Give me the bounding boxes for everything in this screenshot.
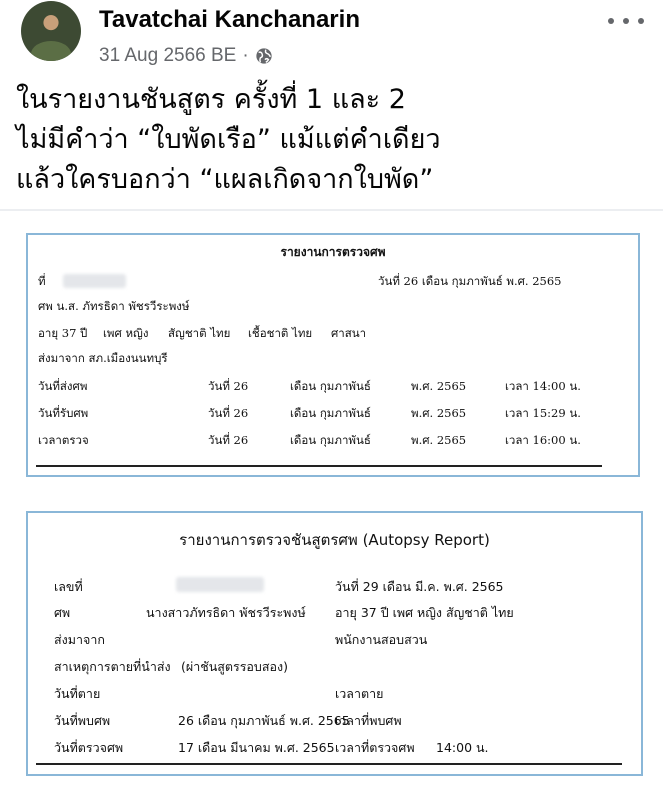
post-text	[16, 80, 656, 200]
doc2-underline	[36, 763, 622, 765]
doc2-found-date-label: วันที่พบศพ	[54, 713, 111, 728]
more-options-button[interactable]	[608, 14, 644, 28]
avatar[interactable]	[21, 1, 81, 61]
author-name[interactable]: Tavatchai Kanchanarin	[99, 6, 360, 33]
doc2-found-time-label: เวลาที่พบศพ	[335, 713, 402, 728]
doc1-date: วันที่ 26 เดือน กุมภาพันธ์ พ.ศ. 2565	[378, 274, 562, 288]
post-text-line: ในรายงานชันสูตร ครั้งที่ 1 และ 2	[16, 84, 406, 115]
doc1-row-year: พ.ศ. 2565	[411, 433, 467, 447]
document-image-1[interactable]	[26, 233, 640, 477]
doc2-date: วันที่ 29 เดือน มี.ค. พ.ศ. 2565	[335, 579, 504, 594]
three-dots-icon-dot	[638, 18, 644, 24]
doc2-body-name: นางสาวภัทรธิดา พัชรวีระพงษ์	[146, 605, 306, 620]
doc2-death-date-label: วันที่ตาย	[54, 686, 101, 701]
three-dots-icon	[608, 18, 614, 24]
doc1-row-time: เวลา 14:00 น.	[505, 379, 581, 393]
doc1-age: อายุ 37 ปี	[38, 326, 88, 340]
doc1-row-year: พ.ศ. 2565	[411, 379, 467, 393]
doc2-exam-time-label: เวลาที่ตรวจศพ	[335, 740, 415, 755]
meta-separator: ·	[242, 45, 249, 66]
doc2-exam-date-label: วันที่ตรวจศพ	[54, 740, 124, 755]
doc1-row-time: เวลา 16:00 น.	[505, 433, 581, 447]
doc1-ref-value	[63, 274, 125, 288]
doc1-row-day: วันที่ 26	[208, 379, 249, 393]
doc1-underline	[36, 465, 602, 467]
doc1-row-month: เดือน กุมภาพันธ์	[290, 433, 371, 447]
doc1-row-day: วันที่ 26	[208, 406, 249, 420]
doc2-investigator-label: พนักงานสอบสวน	[335, 632, 428, 647]
post-date[interactable]: 31 Aug 2566 BE	[99, 45, 237, 66]
doc1-ethnicity: เชื้อชาติ ไทย	[248, 326, 313, 340]
doc1-title: รายงานการตรวจศพ	[280, 245, 386, 259]
doc2-title: รายงานการตรวจชันสูตรศพ (Autopsy Report)	[179, 531, 490, 549]
doc1-ref	[38, 273, 126, 291]
doc2-sent-from-label: ส่งมาจาก	[54, 632, 105, 647]
doc2-found-date-value: 26 เดือน กุมภาพันธ์ พ.ศ. 2565	[178, 713, 350, 728]
doc2-age-line: อายุ 37 ปี เพศ หญิง สัญชาติ ไทย	[335, 605, 514, 620]
document-image-2[interactable]	[26, 511, 643, 776]
post-text-line: ไม่มีคำว่า “ใบพัดเรือ” แม้แต่คำเดียว	[16, 124, 441, 155]
doc2-death-time-label: เวลาตาย	[335, 686, 384, 701]
doc2-number-label: เลขที่	[54, 579, 83, 594]
doc2-cause-value: (ผ่าชันสูตรรอบสอง)	[181, 659, 288, 674]
doc2-exam-time-value: 14:00 น.	[436, 740, 489, 755]
three-dots-icon-dot	[623, 18, 629, 24]
doc2-number-value	[176, 577, 264, 592]
doc1-sex: เพศ หญิง	[103, 326, 149, 340]
doc1-name: ศพ น.ส. ภัทรธิดา พัชรวีระพงษ์	[38, 299, 190, 313]
doc1-nationality: สัญชาติ ไทย	[168, 326, 231, 340]
doc1-row-label: เวลาตรวจ	[38, 433, 89, 447]
globe-icon[interactable]	[255, 47, 273, 65]
doc1-sent-from: ส่งมาจาก สภ.เมืองนนทบุรี	[38, 351, 168, 365]
post-meta	[99, 45, 273, 67]
divider	[0, 209, 663, 211]
doc1-row-month: เดือน กุมภาพันธ์	[290, 379, 371, 393]
doc1-religion: ศาสนา	[331, 326, 367, 340]
doc1-row-label: วันที่รับศพ	[38, 406, 89, 420]
doc1-ref-label: ที่	[38, 274, 46, 288]
doc1-row-year: พ.ศ. 2565	[411, 406, 467, 420]
doc1-row-time: เวลา 15:29 น.	[505, 406, 581, 420]
doc1-row-day: วันที่ 26	[208, 433, 249, 447]
post-text-line: แล้วใครบอกว่า “แผลเกิดจากใบพัด”	[16, 164, 434, 195]
doc2-number-blurred	[176, 577, 264, 592]
doc2-body-label: ศพ	[54, 605, 71, 620]
doc1-row-label: วันที่ส่งศพ	[38, 379, 88, 393]
doc2-cause-label: สาเหตุการตายที่นำส่ง	[54, 659, 171, 674]
doc2-exam-date-value: 17 เดือน มีนาคม พ.ศ. 2565	[178, 740, 335, 755]
doc1-row-month: เดือน กุมภาพันธ์	[290, 406, 371, 420]
post-header	[0, 0, 663, 74]
